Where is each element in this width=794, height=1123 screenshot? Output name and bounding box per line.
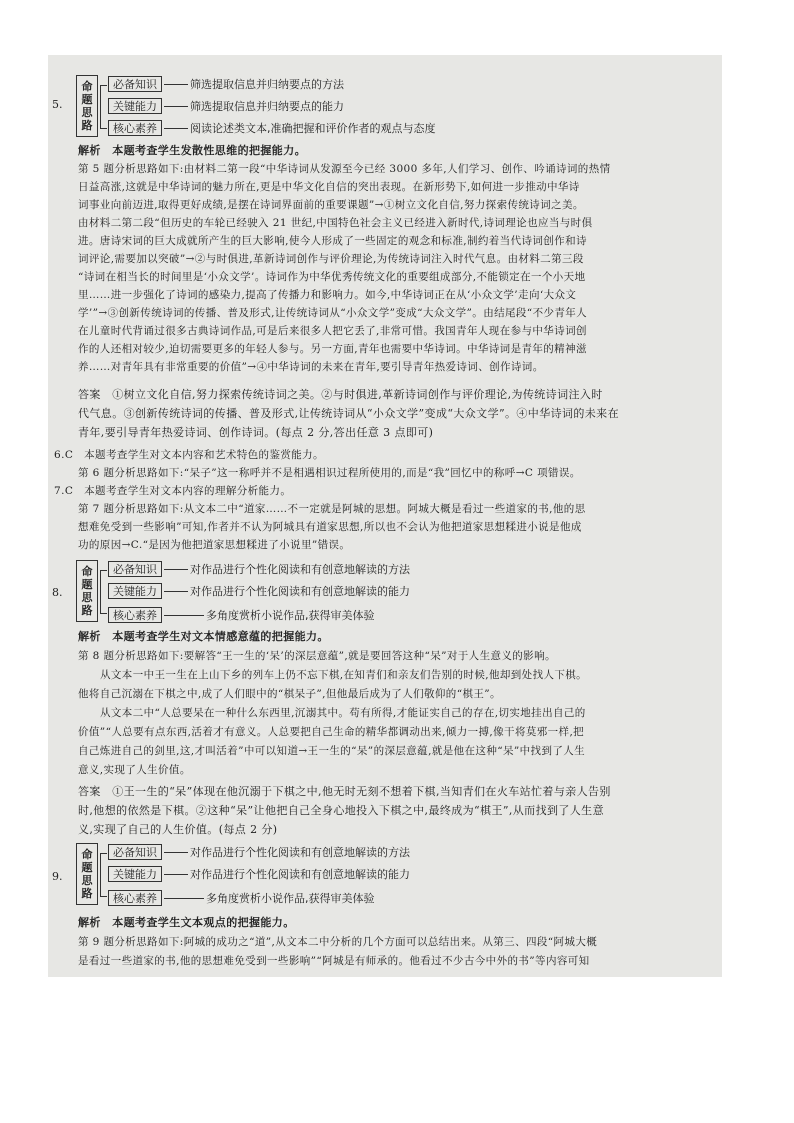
text-line: 里……进一步强化了诗词的感染力,提高了传播力和影响力。如今,中华诗词正在从‘小众文学’走向‘大众文 — [78, 289, 577, 301]
answer-line: 代气息。③创新传统诗词的传播、普及形式,让传统诗词从“小众文学”变成“大众文学”。④中华诗词的未来在 — [78, 407, 619, 420]
text-line: 想难免受到一些影响”可知,作者并不认为阿城具有道家思想,所以也不会认为他把道家思想糅进小说是他成 — [78, 521, 582, 533]
analysis-heading: 解析 本题考查学生发散性思维的把握能力。 — [78, 144, 306, 157]
analysis-heading: 解析 本题考查学生对文本情感意蕴的把握能力。 — [78, 630, 329, 643]
text-line: 从文本二中“人总要呆在一种什么东西里,沉溺其中。苟有所得,才能证实自己的存在,切实地挂出自己的 — [100, 707, 586, 719]
text-line: 养……对青年具有非常重要的价值”→④中华诗词的未来在青年,要引导青年热爱诗词、创作诗词。 — [78, 361, 544, 373]
question-number: 8. — [52, 586, 63, 599]
knowledge-row: 必备知识 筛选提取信息并归纳要点的方法 — [108, 75, 344, 93]
text-line: 自己炼进自己的剑里,这,才叫活着”中可以知道→王一生的“呆”的深层意蕴,就是他在这种“呆”中找到了人生 — [78, 745, 586, 757]
text-line: 是看过一些道家的书,他的思想难免受到一些影响”“阿城是有师承的。他看过不少古今中外的书”等内容可知 — [78, 955, 590, 967]
text-line: 第 7 题分析思路如下:从文本二中“道家……不一定就是阿城的思想。阿城大概是看过一些道家的书,他的思 — [78, 503, 586, 515]
text-line: “诗词在相当长的时间里是‘小众文学’。诗词作为中华优秀传统文化的重要组成部分,不能锁定在一个小天地 — [78, 271, 586, 283]
document-page — [48, 55, 722, 977]
text-line: 第 9 题分析思路如下:阿城的成功之“道”,从文本二中分析的几个方面可以总结出来。从第三、四段“阿城大概 — [78, 936, 598, 948]
literacy-row: 核心素养 多角度赏析小说作品,获得审美体验 — [108, 606, 375, 624]
text-line: 在儿童时代背诵过很多古典诗词作品,可是后来很多人把它丢了,非常可惜。我国青年人现在参与中华诗词创 — [78, 325, 587, 337]
text-line: 学’”→③创新传统诗词的传播、普及形式,让传统诗词从“小众文学”变成“大众文学”。由结尾段“不少青年人 — [78, 307, 588, 319]
answer-line: 答案 ①王一生的“呆”体现在他沉溺于下棋之中,他无时无刻不想着下棋,当知青们在火车站忙着与亲人告别 — [78, 785, 611, 798]
thinking-label: 命 题 思 路 — [76, 843, 98, 905]
question-6-heading: 6.C 本题考查学生对文本内容和艺术特色的鉴赏能力。 — [54, 449, 324, 461]
answer-line: 时,他想的依然是下棋。②这种“呆”让他把自己全身心地投入下棋之中,最终成为“棋王”,从而找到了人生意 — [78, 804, 604, 817]
thinking-diagram-q8 — [76, 560, 436, 624]
thinking-diagram-q9 — [76, 843, 436, 907]
literacy-row: 核心素养 阅读论述类文本,准确把握和评价作者的观点与态度 — [108, 119, 436, 137]
text-line: 第 8 题分析思路如下:要解答“王一生的‘呆’的深层意蕴”,就是要回答这种“呆”对于人生意义的影响。 — [78, 650, 556, 662]
text-line: 日益高涨,这就是中华诗词的魅力所在,更是中华文化自信的突出表现。在新形势下,如何进一步推动中华诗 — [78, 181, 580, 193]
text-line: 价值”“人总要有点东西,活着才有意义。人总要把自己生命的精华都调动出来,倾力一搏,像干将莫邪一样,把 — [78, 726, 585, 738]
answer-line: 答案 ①树立文化自信,努力探索传统诗词之美。②与时俱进,革新诗词创作与评价理论,为传统诗词注入时 — [78, 388, 603, 401]
thinking-label: 命 题 思 路 — [76, 75, 98, 137]
analysis-heading: 解析 本题考查学生文本观点的把握能力。 — [78, 916, 295, 929]
text-line: 进。唐诗宋词的巨大成就所产生的巨大影响,使今人形成了一些固定的观念和标准,制约着当代诗词创作和诗 — [78, 235, 587, 247]
ability-row: 关键能力 筛选提取信息并归纳要点的能力 — [108, 97, 344, 115]
literacy-row: 核心素养 多角度赏析小说作品,获得审美体验 — [108, 889, 375, 907]
text-line: 作的人还相对较少,迫切需要更多的年轻人参与。另一方面,青年也需要中华诗词。中华诗词是青年的精神滋 — [78, 343, 587, 355]
text-line: 由材料二第二段“但历史的车轮已经驶入 21 世纪,中国特色社会主义已经进入新时代,诗词理论也应当与时俱 — [78, 217, 593, 229]
thinking-label: 命 题 思 路 — [76, 560, 98, 622]
text-line: 第 5 题分析思路如下:由材料二第一段“中华诗词从发源至今已经 3000 多年,人们学习、创作、吟诵诗词的热情 — [78, 163, 611, 175]
text-line: 词评论,需要加以突破”→②与时俱进,革新诗词创作与评价理论,为传统诗词注入时代气息。由材料二第三段 — [78, 253, 584, 265]
question-7-heading: 7.C 本题考查学生对文本内容的理解分析能力。 — [54, 485, 292, 497]
ability-row: 关键能力 对作品进行个性化阅读和有创意地解读的能力 — [108, 865, 410, 883]
answer-line: 青年,要引导青年热爱诗词、创作诗词。(每点 2 分,答出任意 3 点即可) — [78, 426, 434, 439]
question-number: 9. — [52, 870, 63, 883]
text-line: 他将自己沉溺在下棋之中,成了人们眼中的“棋呆子”,但他最后成为了人们敬仰的“棋王”。 — [78, 688, 501, 700]
thinking-diagram-q5 — [76, 75, 436, 139]
knowledge-row: 必备知识 对作品进行个性化阅读和有创意地解读的方法 — [108, 843, 410, 861]
text-line: 词事业向前迈进,取得更好成绩,是摆在诗词界面前的重要课题”→①树立文化自信,努力探索传统诗词之美。 — [78, 199, 584, 211]
answer-line: 义,实现了自己的人生价值。(每点 2 分) — [78, 823, 278, 836]
text-line: 意义,实现了人生价值。 — [78, 764, 191, 776]
text-line: 从文本一中王一生在上山下乡的列车上仍不忘下棋,在知青们和亲友们告别的时候,他却到处找人下棋。 — [100, 669, 588, 681]
knowledge-row: 必备知识 对作品进行个性化阅读和有创意地解读的方法 — [108, 560, 410, 578]
text-line: 第 6 题分析思路如下:“呆子”这一称呼并不是相遇相识过程所使用的,而是“我”回忆中的称呼→C 项错误。 — [78, 467, 581, 479]
question-number: 5. — [52, 98, 63, 111]
ability-row: 关键能力 对作品进行个性化阅读和有创意地解读的能力 — [108, 582, 410, 600]
text-line: 功的原因→C.“是因为他把道家思想糅进了小说里”错误。 — [78, 539, 351, 551]
